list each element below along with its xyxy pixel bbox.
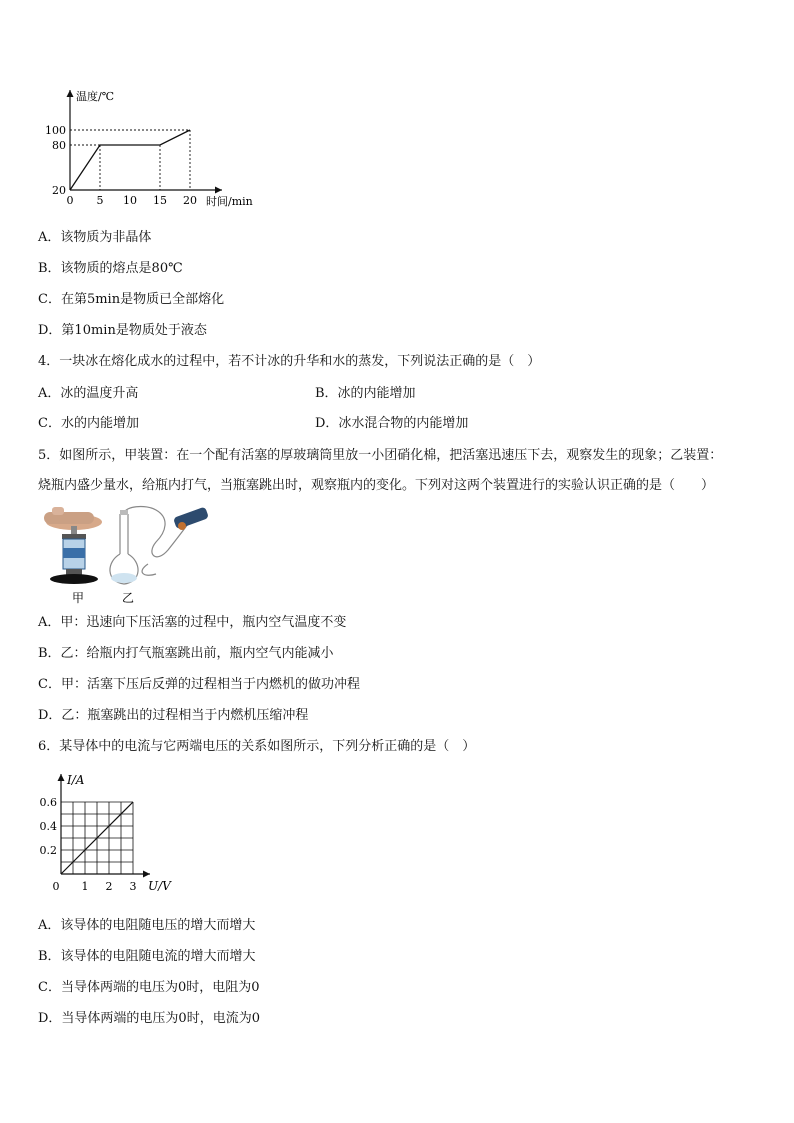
y-tick-100: 100 [45,124,66,137]
label-yi: 乙 [122,591,135,605]
q3-option-b[interactable]: B．该物质的熔点是80℃ [38,261,183,276]
temperature-curve [70,130,190,190]
q3-option-c[interactable]: C．在第5min是物质已全部熔化 [38,292,225,307]
apparatus-figure [36,502,214,606]
q4-stem: 4．一块冰在熔化成水的过程中，若不计冰的升华和水的蒸发，下列说法正确的是（ ） [38,354,541,369]
q6-option-a[interactable]: A．该导体的电阻随电压的增大而增大 [38,918,256,933]
q5-option-a[interactable]: A．甲：迅速向下压活塞的过程中，瓶内空气温度不变 [38,615,347,630]
x-tick-5: 5 [96,194,104,207]
x-tick-labels [67,194,198,207]
x-tick-2: 2 [105,880,113,893]
pump-icon [173,507,209,530]
x-tick-1: 1 [81,880,89,893]
q3-option-a[interactable]: A．该物质为非晶体 [38,230,152,245]
q4-option-b[interactable]: B．冰的内能增加 [315,386,416,401]
melting-graph [40,84,270,209]
y-tick-0.6: 0.6 [39,796,57,809]
q4-option-d[interactable]: D．冰水混合物的内能增加 [315,416,469,431]
y-tick-labels [45,124,66,197]
y-axis-label: 温度/℃ [76,90,115,103]
x-tick-0: 0 [52,880,60,893]
q4-option-a[interactable]: A．冰的温度升高 [38,386,139,401]
y-axis-label: I/A [67,773,85,787]
x-tick-0: 0 [66,194,74,207]
y-tick-20: 20 [52,184,66,197]
q6-option-c[interactable]: C．当导体两端的电压为0时，电阻为0 [38,980,260,995]
q5-stem-line2: 烧瓶内盛少量水，给瓶内打气，当瓶塞跳出时，观察瓶内的变化。下列对这两个装置进行的实验认识正确的是（ ） [38,478,715,493]
x-axis-label: U/V [148,879,171,893]
label-jia: 甲 [72,591,85,605]
x-tick-3: 3 [129,880,137,893]
q3-option-d[interactable]: D．第10min是物质处于液态 [38,323,207,338]
y-tick-0.4: 0.4 [39,820,57,833]
q5-option-d[interactable]: D．乙：瓶塞跳出的过程相当于内燃机压缩冲程 [38,708,309,723]
q6-option-b[interactable]: B．该导体的电阻随电流的增大而增大 [38,949,256,964]
y-tick-0.2: 0.2 [39,844,57,857]
q5-option-b[interactable]: B．乙：给瓶内打气瓶塞跳出前，瓶内空气内能减小 [38,646,334,661]
q4-option-c[interactable]: C．水的内能增加 [38,416,139,431]
q6-stem: 6．某导体中的电流与它两端电压的关系如图所示，下列分析正确的是（ ） [38,739,476,754]
iu-graph [36,768,176,898]
y-tick-labels [40,796,58,857]
q5-stem-line1: 5．如图所示，甲装置：在一个配有活塞的厚玻璃筒里放一小团硝化棉，把活塞迅速压下去，观察发生的现象；乙装置： [38,448,723,463]
q6-option-d[interactable]: D．当导体两端的电压为0时，电流为0 [38,1011,260,1026]
x-tick-10: 10 [123,194,137,207]
x-tick-20: 20 [183,194,197,207]
x-axis-label: 时间/min [206,195,253,208]
y-tick-80: 80 [52,139,66,152]
q5-option-c[interactable]: C．甲：活塞下压后反弹的过程相当于内燃机的做功冲程 [38,677,360,692]
jia-apparatus [44,507,102,584]
x-tick-labels [53,880,137,893]
x-tick-15: 15 [153,194,167,207]
